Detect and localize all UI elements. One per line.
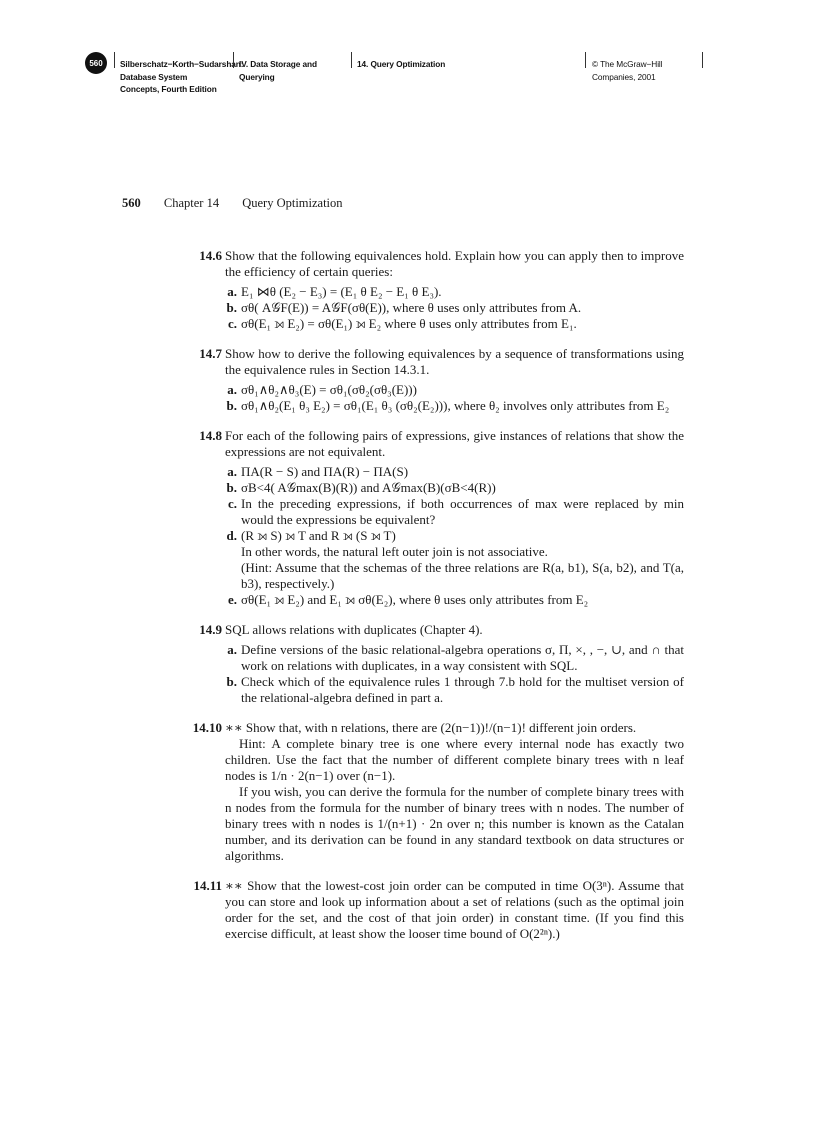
item-label: b. — [226, 398, 237, 413]
item-text: σθ₁∧θ₂∧θ₃(E) = σθ₁(σθ₂(σθ₃(E))) — [241, 382, 417, 397]
exercise-text: For each of the following pairs of expressions, give instances of relations that show the expressions are not equivalent. — [225, 428, 684, 459]
header-copyright-line: © The McGraw−Hill — [592, 59, 663, 69]
item-text: In the preceding expressions, if both occurrences of max were replaced by min would the expressions be equivalent? — [241, 496, 684, 527]
running-title: Query Optimization — [242, 196, 343, 210]
header-book-line: Silberschatz−Korth−Sudarshan: — [120, 59, 244, 69]
exercise-14-7 — [186, 346, 684, 414]
exercise-item — [225, 642, 684, 674]
header-book-line: Concepts, Fourth Edition — [120, 84, 217, 94]
exercise-item — [225, 480, 684, 496]
exercise-text: SQL allows relations with duplicates (Chapter 4). — [225, 622, 483, 637]
exercise-note: If you wish, you can derive the formula for the number of complete binary trees with n nodes from the formula for the number of binary trees with n nodes. The number of binary trees with n nodes is 1/(n+1) · 2n over n; this number is known as the Catalan number, and its derivation can be found in any standard textbook on data structures or algorithms. — [225, 784, 684, 863]
item-text: σB<4( A𝒢max(B)(R)) and A𝒢max(B)(σB<4(R)) — [241, 480, 496, 495]
item-text: σθ(E₁ ⟕ E₂) and E₁ ⟕ σθ(E₂), where θ uses only attributes from E₂ — [241, 592, 589, 607]
exercise-item — [225, 464, 684, 480]
header-divider — [351, 52, 352, 68]
item-label: c. — [227, 496, 237, 511]
exercise-text: Show that the following equivalences hold. Explain how you can apply then to improve the efficiency of certain queries: — [225, 248, 684, 279]
page-number-badge: 560 — [85, 52, 107, 74]
exercise-item — [225, 398, 684, 414]
exercise-number: 14.10 — [192, 720, 222, 735]
exercise-text: ∗∗ Show that the lowest-cost join order can be computed in time O(3ⁿ). Assume that you can store and look up information about a set of relations (such as the optimal join order for the set, and the cost of that join order) in constant time. (If you find this exercise difficult, at least show the looser time bound of O(2²ⁿ).) — [225, 878, 684, 941]
header-book-line: Database System — [120, 71, 188, 82]
exercise-item — [225, 528, 684, 592]
exercise-14-11 — [186, 878, 684, 942]
header-book-info — [120, 58, 243, 96]
item-label: e. — [227, 592, 237, 607]
item-label: a. — [227, 382, 237, 397]
item-label: b. — [226, 480, 237, 495]
exercise-list — [186, 248, 684, 956]
header-divider — [114, 52, 115, 68]
header-part-info — [239, 58, 317, 83]
item-label: a. — [227, 464, 237, 479]
item-text: (R ⟕ S) ⟕ T and R ⟕ (S ⟕ T) — [241, 528, 396, 543]
header-chapter-info — [357, 58, 445, 71]
header-part-line: Querying — [239, 71, 275, 82]
exercise-item — [225, 674, 684, 706]
item-label: b. — [226, 300, 237, 315]
header-part-line: IV. Data Storage and — [239, 59, 317, 69]
item-label: a. — [227, 642, 237, 657]
exercise-number: 14.9 — [199, 622, 222, 637]
running-head — [122, 196, 343, 211]
exercise-number: 14.8 — [199, 428, 222, 443]
item-text: σθ(E₁ ⟕ E₂) = σθ(E₁) ⟕ E₂ where θ uses only attributes from E₁. — [241, 316, 577, 331]
exercise-item — [225, 284, 684, 300]
item-label: d. — [226, 528, 237, 543]
item-text: σθ₁∧θ₂(E₁ θ₃ E₂) = σθ₁(E₁ θ₃ (σθ₂(E₂))), where θ₂ involves only attributes from E₂ — [241, 398, 670, 413]
item-text-continuation: In other words, the natural left outer join is not associative. — [241, 544, 548, 559]
header-divider — [585, 52, 586, 68]
exercise-14-8 — [186, 428, 684, 608]
exercise-14-9 — [186, 622, 684, 706]
item-text: Define versions of the basic relational-algebra operations σ, Π, ×, , −, ∪, and ∩ that work on relations with duplicates, in a way consistent with SQL. — [241, 642, 684, 673]
item-label: a. — [227, 284, 237, 299]
exercise-number: 14.11 — [193, 878, 222, 893]
item-text: σθ( A𝒢F(E)) = A𝒢F(σθ(E)), where θ uses only attributes from A. — [241, 300, 582, 315]
header-copyright-line: Companies, 2001 — [592, 71, 656, 82]
exercise-number: 14.6 — [199, 248, 222, 263]
item-label: b. — [226, 674, 237, 689]
item-label: c. — [227, 316, 237, 331]
exercise-text: Show how to derive the following equivalences by a sequence of transformations using the equivalence rules in Section 14.3.1. — [225, 346, 684, 377]
exercise-item — [225, 496, 684, 528]
exercise-14-10 — [186, 720, 684, 864]
exercise-item — [225, 592, 684, 608]
exercise-item — [225, 382, 684, 398]
exercise-text: ∗∗ Show that, with n relations, there are (2(n−1))!/(n−1)! different join orders. — [225, 720, 637, 735]
header-copyright — [592, 58, 662, 83]
header-divider — [702, 52, 703, 68]
exercise-item — [225, 316, 684, 332]
header-divider — [233, 52, 234, 68]
running-page-number: 560 — [122, 196, 141, 210]
running-chapter: Chapter 14 — [163, 196, 220, 210]
item-text: E₁ ⋈θ (E₂ − E₃) = (E₁ θ E₂ − E₁ θ E₃). — [241, 284, 442, 299]
header-chapter-line: 14. Query Optimization — [357, 59, 446, 69]
item-text: Check which of the equivalence rules 1 through 7.b hold for the multiset version of the relational-algebra defined in part a. — [241, 674, 684, 705]
item-hint: (Hint: Assume that the schemas of the three relations are R(a, b1), S(a, b2), and T(a, b3), respectively.) — [241, 560, 684, 591]
exercise-hint: Hint: A complete binary tree is one where every internal node has exactly two children. Use the fact that the number of different complete binary trees with n leaf nodes is 1/n · 2(n−1) over (n−1). — [225, 736, 684, 783]
exercise-14-6 — [186, 248, 684, 332]
exercise-number: 14.7 — [199, 346, 222, 361]
item-text: ΠA(R − S) and ΠA(R) − ΠA(S) — [241, 464, 409, 479]
exercise-item — [225, 300, 684, 316]
